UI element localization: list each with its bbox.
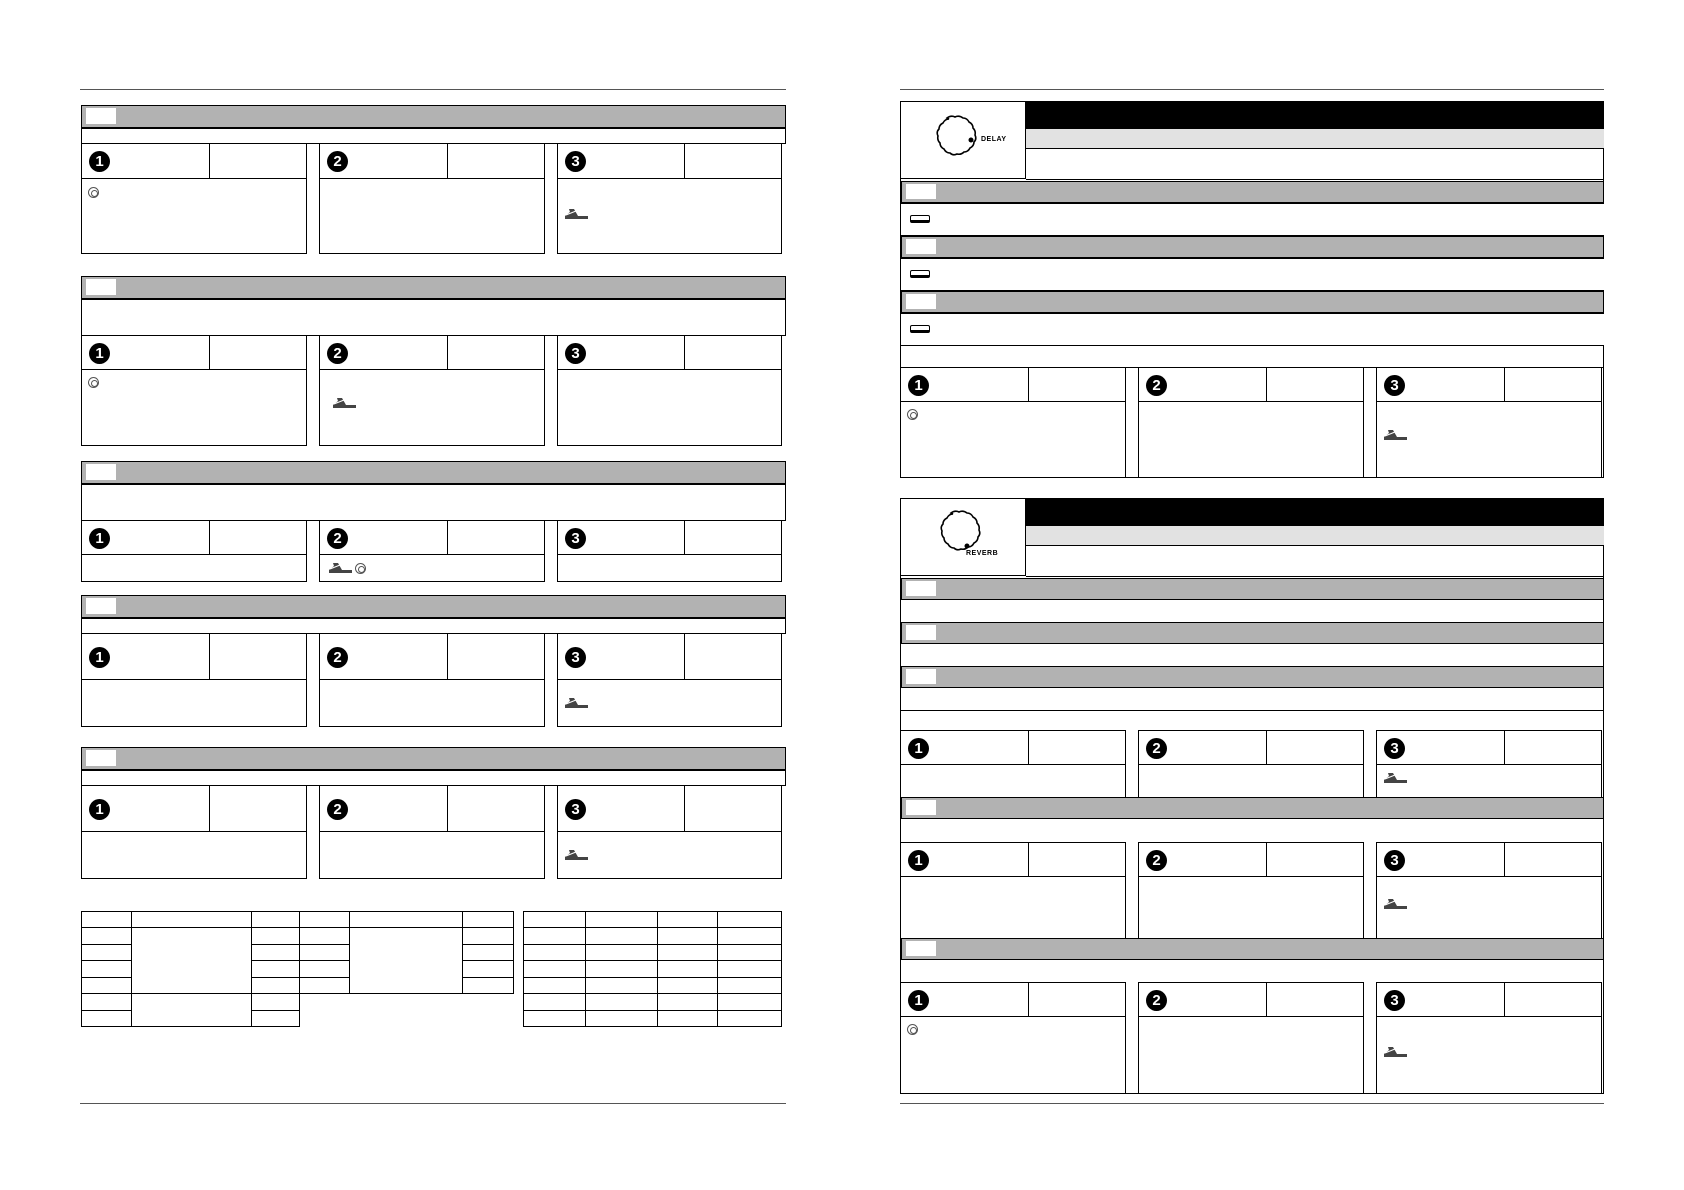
step-panel-3 (1376, 842, 1602, 939)
param-header-bar (901, 622, 1604, 644)
param-description-row (901, 313, 1604, 346)
step-value-divider (1504, 843, 1505, 877)
param-header-bar (901, 236, 1604, 258)
step-header-divider (1377, 1016, 1601, 1017)
param-number-box (906, 941, 936, 956)
step-number-3-icon: 3 (1384, 375, 1405, 396)
step-panel-1 (81, 520, 307, 582)
step-number-2-icon: 2 (1146, 738, 1167, 759)
expression-pedal-icon (564, 207, 590, 221)
step-value-divider (1266, 731, 1267, 765)
step-panel-3 (1376, 982, 1602, 1094)
step-panel-1 (900, 842, 1126, 939)
step-panel-3 (557, 520, 782, 582)
param-description-row (81, 299, 786, 336)
step-number-3-icon: 3 (1384, 738, 1405, 759)
step-panel-1 (81, 633, 307, 727)
expression-pedal-icon (1383, 897, 1409, 911)
step-header-divider (82, 831, 306, 832)
param-description-row (901, 203, 1604, 236)
step-panel-3 (557, 335, 782, 446)
step-panel-2 (319, 520, 545, 582)
step-panel-2 (1138, 842, 1364, 939)
step-panel-3 (557, 143, 782, 254)
step-number-3-icon: 3 (1384, 850, 1405, 871)
param-header-bar (81, 105, 786, 128)
step-value-divider (1266, 983, 1267, 1017)
step-value-divider (1504, 368, 1505, 402)
step-header-divider (1139, 1016, 1363, 1017)
step-value-divider (447, 634, 448, 680)
param-number-box (86, 598, 116, 614)
target-circle-icon (907, 409, 918, 420)
step-number-1-icon: 1 (89, 799, 110, 820)
step-number-3-icon: 3 (565, 343, 586, 364)
step-number-3-icon: 3 (1384, 990, 1405, 1011)
step-header-divider (82, 554, 306, 555)
target-circle-icon (907, 1024, 918, 1035)
step-number-3-icon: 3 (565, 799, 586, 820)
delay-info-divider (1026, 179, 1604, 180)
param-number-box (906, 184, 936, 199)
step-header-divider (82, 369, 306, 370)
step-number-2-icon: 2 (327, 151, 348, 172)
step-number-2-icon: 2 (1146, 990, 1167, 1011)
expression-pedal-icon (332, 396, 358, 410)
step-header-divider (320, 679, 544, 680)
step-panel-1 (81, 785, 307, 879)
step-panel-2 (319, 633, 545, 727)
top-rule-left (80, 89, 786, 90)
step-header-divider (1139, 401, 1363, 402)
step-value-divider (1504, 983, 1505, 1017)
step-header-divider (1377, 876, 1601, 877)
param-description-row (81, 484, 786, 521)
step-value-divider (1266, 843, 1267, 877)
param-header-bar (81, 747, 786, 770)
bottom-rule-left (80, 1103, 786, 1104)
param-header-bar (81, 461, 786, 484)
param-number-box (86, 750, 116, 766)
target-circle-icon (355, 563, 366, 574)
step-header-divider (320, 831, 544, 832)
step-panel-3 (1376, 367, 1602, 478)
step-panel-2 (1138, 982, 1364, 1094)
param-description-row (81, 618, 786, 634)
param-header-bar (81, 595, 786, 618)
expression-pedal-icon (1383, 428, 1409, 442)
step-value-divider (1028, 983, 1029, 1017)
step-value-divider (1504, 731, 1505, 765)
expression-pedal-icon (1383, 1045, 1409, 1059)
step-header-divider (82, 679, 306, 680)
step-panel-1 (81, 335, 307, 446)
param-number-box (906, 294, 936, 309)
step-header-divider (320, 178, 544, 179)
step-header-divider (558, 178, 781, 179)
step-panel-1 (81, 143, 307, 254)
lcd-display-icon (910, 215, 930, 223)
reverb-knob-panel (900, 498, 1026, 576)
step-number-2-icon: 2 (327, 528, 348, 549)
param-description-row (81, 128, 786, 144)
delay-knob-panel (900, 101, 1026, 179)
step-header-divider (558, 554, 781, 555)
step-number-2-icon: 2 (1146, 850, 1167, 871)
step-panel-3 (557, 633, 782, 727)
param-header-bar (901, 797, 1604, 819)
step-header-divider (558, 831, 781, 832)
target-circle-icon (88, 377, 99, 388)
reverb-title-bar (1026, 498, 1604, 526)
step-panel-3 (557, 785, 782, 879)
step-panel-1 (900, 982, 1126, 1094)
lcd-display-icon (910, 270, 930, 278)
param-header-bar (901, 578, 1604, 600)
step-header-divider (901, 876, 1125, 877)
step-value-divider (209, 144, 210, 179)
step-value-divider (209, 336, 210, 370)
bottom-rule-right (900, 1103, 1604, 1104)
parameter-table-a (81, 911, 514, 1027)
param-number-box (906, 669, 936, 684)
param-number-box (86, 108, 116, 124)
step-value-divider (1028, 843, 1029, 877)
param-number-box (906, 581, 936, 596)
parameter-table-b (523, 911, 782, 1027)
param-header-bar (901, 291, 1604, 313)
param-header-bar (81, 276, 786, 299)
step-number-3-icon: 3 (565, 151, 586, 172)
step-number-2-icon: 2 (327, 799, 348, 820)
step-panel-2 (319, 143, 545, 254)
step-number-1-icon: 1 (89, 151, 110, 172)
step-value-divider (209, 521, 210, 555)
knob-icon (901, 102, 1027, 180)
step-value-divider (684, 336, 685, 370)
step-number-3-icon: 3 (565, 647, 586, 668)
step-value-divider (447, 521, 448, 555)
step-value-divider (447, 144, 448, 179)
step-number-1-icon: 1 (908, 375, 929, 396)
step-number-2-icon: 2 (327, 343, 348, 364)
step-number-1-icon: 1 (908, 850, 929, 871)
reverb-info-divider (1026, 576, 1604, 577)
param-header-bar (901, 181, 1604, 203)
step-header-divider (320, 369, 544, 370)
step-header-divider (1377, 764, 1601, 765)
step-panel-2 (319, 335, 545, 446)
target-circle-icon (88, 187, 99, 198)
step-value-divider (684, 521, 685, 555)
step-number-2-icon: 2 (327, 647, 348, 668)
step-header-divider (82, 178, 306, 179)
step-header-divider (558, 369, 781, 370)
step-panel-2 (1138, 730, 1364, 798)
step-header-divider (1377, 401, 1601, 402)
step-value-divider (684, 634, 685, 680)
step-number-1-icon: 1 (89, 647, 110, 668)
step-header-divider (901, 764, 1125, 765)
expression-pedal-icon (1383, 771, 1409, 785)
param-description-row (901, 258, 1604, 291)
expression-pedal-icon (564, 848, 590, 862)
step-number-1-icon: 1 (908, 990, 929, 1011)
param-number-box (86, 464, 116, 480)
step-panel-3 (1376, 730, 1602, 798)
delay-knob-label: DELAY (981, 136, 1007, 143)
param-number-box (906, 800, 936, 815)
step-header-divider (901, 1016, 1125, 1017)
param-header-bar (901, 938, 1604, 960)
step-value-divider (684, 144, 685, 179)
top-rule-right (900, 89, 1604, 90)
param-number-box (86, 279, 116, 295)
lcd-display-icon (910, 325, 930, 333)
step-number-1-icon: 1 (89, 343, 110, 364)
reverb-subtitle-bar (1026, 526, 1604, 546)
step-header-divider (901, 401, 1125, 402)
knob-icon (901, 499, 1027, 577)
step-header-divider (1139, 876, 1363, 877)
reverb-divider (901, 710, 1604, 711)
step-value-divider (447, 786, 448, 832)
step-number-2-icon: 2 (1146, 375, 1167, 396)
step-value-divider (209, 786, 210, 832)
step-header-divider (558, 679, 781, 680)
step-number-1-icon: 1 (908, 738, 929, 759)
delay-title-bar (1026, 101, 1604, 129)
step-panel-1 (900, 730, 1126, 798)
reverb-knob-label: REVERB (966, 550, 999, 557)
step-panel-2 (1138, 367, 1364, 478)
step-value-divider (1028, 368, 1029, 402)
expression-pedal-icon (564, 696, 590, 710)
step-value-divider (1028, 731, 1029, 765)
param-number-box (906, 239, 936, 254)
param-header-bar (901, 666, 1604, 688)
step-number-1-icon: 1 (89, 528, 110, 549)
step-header-divider (320, 554, 544, 555)
step-panel-1 (900, 367, 1126, 478)
step-header-divider (1139, 764, 1363, 765)
step-value-divider (684, 786, 685, 832)
step-number-3-icon: 3 (565, 528, 586, 549)
expression-pedal-icon (328, 561, 354, 575)
param-description-row (81, 770, 786, 786)
step-value-divider (1266, 368, 1267, 402)
step-panel-2 (319, 785, 545, 879)
step-value-divider (209, 634, 210, 680)
step-value-divider (447, 336, 448, 370)
param-number-box (906, 625, 936, 640)
delay-subtitle-bar (1026, 129, 1604, 149)
